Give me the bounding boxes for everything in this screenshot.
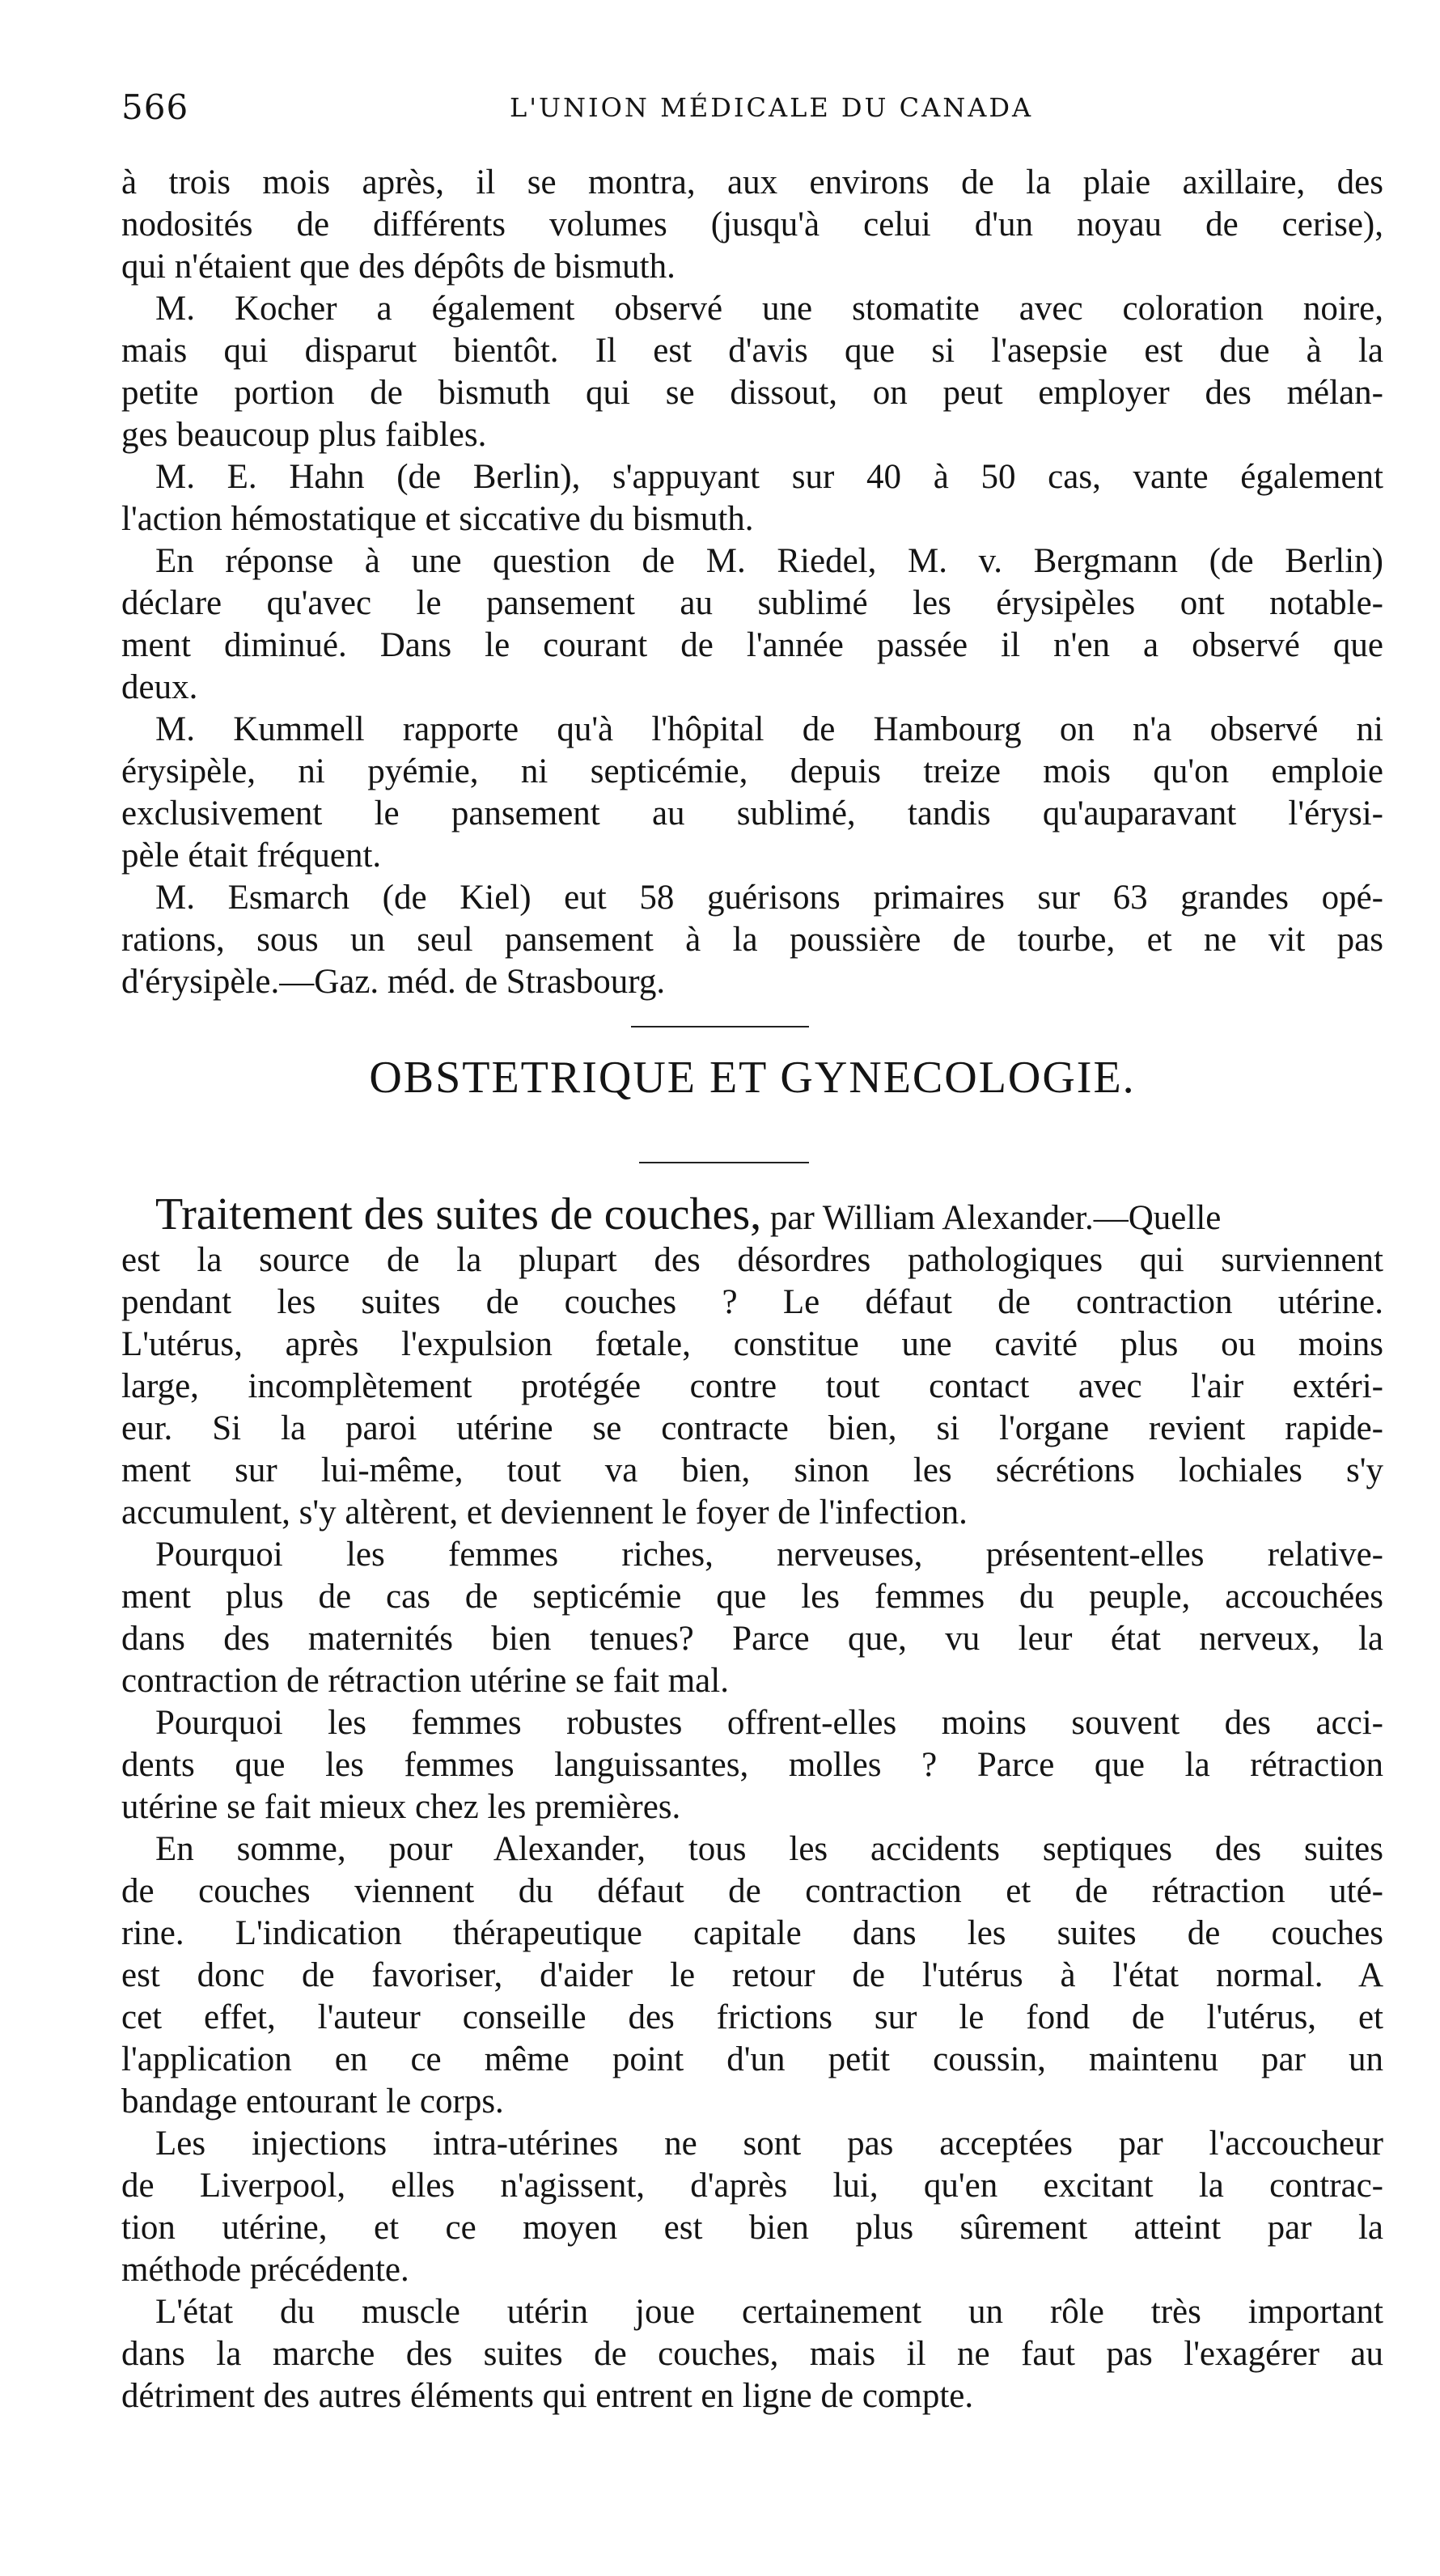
text-line: accumulent, s'y altèrent, et deviennent le foyer de l'infection. <box>121 1493 968 1532</box>
text-line: ment diminué. Dans le courant de l'année passée il n'en a observé que <box>121 626 1383 664</box>
text-line: petite portion de bismuth qui se dissout, on peut employer des mélan- <box>121 374 1383 412</box>
text-line: ment sur lui-même, tout va bien, sinon les sécrétions lochiales s'y <box>121 1451 1383 1489</box>
body-text-block-1 <box>121 162 1383 1003</box>
text-line: M. Kummell rapporte qu'à l'hôpital de Hambourg on n'a observé ni <box>155 710 1383 748</box>
journal-title: L'UNION MÉDICALE DU CANADA <box>510 92 1034 123</box>
text-line: est donc de favoriser, d'aider le retour de l'utérus à l'état normal. A <box>121 1956 1383 1994</box>
text-line: M. Esmarch (de Kiel) eut 58 guérisons primaires sur 63 grandes opé- <box>155 879 1383 917</box>
text-line: pendant les suites de couches ? Le défaut de contraction utérine. <box>121 1283 1383 1321</box>
text-line: à trois mois après, il se montra, aux environs de la plaie axillaire, des <box>121 163 1383 201</box>
text-line: est la source de la plupart des désordres pathologiques qui surviennent <box>121 1241 1383 1279</box>
text-line: exclusivement le pansement au sublimé, tandis qu'auparavant l'érysi- <box>121 794 1383 833</box>
text-line: dans la marche des suites de couches, mais il ne faut pas l'exagérer au <box>121 2335 1383 2373</box>
text-line: M. Kocher a également observé une stomatite avec coloration noire, <box>155 290 1383 328</box>
text-line: L'état du muscle utérin joue certainement un rôle très important <box>155 2293 1383 2331</box>
text-line: rations, sous un seul pansement à la poussière de tourbe, et ne vit pas <box>121 921 1383 959</box>
text-line: l'action hémostatique et siccative du bismuth. <box>121 500 754 538</box>
article-body <box>121 1189 1383 2417</box>
text-line: l'application en ce même point d'un petit coussin, maintenu par un <box>121 2040 1383 2078</box>
text-line: En somme, pour Alexander, tous les accidents septiques des suites <box>155 1830 1383 1868</box>
text-line: dents que les femmes languissantes, molles ? Parce que la rétraction <box>121 1746 1383 1784</box>
text-line: utérine se fait mieux chez les premières. <box>121 1788 681 1826</box>
text-line: rine. L'indication thérapeutique capitale dans les suites de couches <box>121 1914 1383 1952</box>
text-line: large, incomplètement protégée contre tout contact avec l'air extéri- <box>121 1367 1383 1405</box>
article-title: Traitement des suites de couches, <box>155 1189 762 1239</box>
text-line: Pourquoi les femmes riches, nerveuses, présentent-elles relative- <box>155 1536 1383 1574</box>
text-line: de Liverpool, elles n'agissent, d'après lui, qu'en excitant la contrac- <box>121 2167 1383 2205</box>
text-line: ges beaucoup plus faibles. <box>121 416 487 454</box>
text-line: bandage entourant le corps. <box>121 2082 504 2121</box>
section-divider-top <box>631 1026 809 1027</box>
text-line: de couches viennent du défaut de contraction et de rétraction uté- <box>121 1872 1383 1910</box>
text-line: deux. <box>121 668 198 706</box>
text-line: qui n'étaient que des dépôts de bismuth. <box>121 248 676 286</box>
text-line: Pourquoi les femmes robustes offrent-elles moins souvent des acci- <box>155 1704 1383 1742</box>
running-header <box>121 87 1311 136</box>
text-line: pèle était fréquent. <box>121 837 382 875</box>
text-line: En réponse à une question de M. Riedel, M. v. Bergmann (de Berlin) <box>155 542 1383 580</box>
text-line: M. E. Hahn (de Berlin), s'appuyant sur 40 à 50 cas, vante également <box>155 458 1383 496</box>
text-line: déclare qu'avec le pansement au sublimé les érysipèles ont notable- <box>121 584 1383 622</box>
article-byline: par William Alexander.—Quelle <box>761 1199 1222 1237</box>
page-number: 566 <box>121 87 189 127</box>
text-line: dans des maternités bien tenues? Parce que, vu leur état nerveux, la <box>121 1620 1383 1658</box>
text-line: érysipèle, ni pyémie, ni septicémie, depuis treize mois qu'on emploie <box>121 752 1383 790</box>
text-line: contraction de rétraction utérine se fait mal. <box>121 1662 729 1700</box>
text-line: eur. Si la paroi utérine se contracte bien, si l'organe revient rapide- <box>121 1409 1383 1447</box>
text-line: cet effet, l'auteur conseille des frictions sur le fond de l'utérus, et <box>121 1998 1383 2036</box>
section-title: OBSTETRIQUE ET GYNECOLOGIE. <box>369 1053 1136 1103</box>
text-line: tion utérine, et ce moyen est bien plus sûrement atteint par la <box>121 2209 1383 2247</box>
text-line: L'utérus, après l'expulsion fœtale, constitue une cavité plus ou moins <box>121 1325 1383 1363</box>
text-line: Les injections intra-utérines ne sont pas acceptées par l'accoucheur <box>155 2125 1383 2163</box>
section-divider-bottom <box>639 1162 809 1163</box>
text-line: mais qui disparut bientôt. Il est d'avis que si l'asepsie est due à la <box>121 332 1383 370</box>
text-line: nodosités de différents volumes (jusqu'à celui d'un noyau de cerise), <box>121 205 1383 244</box>
article-first-line <box>121 1189 1383 1239</box>
text-line: méthode précédente. <box>121 2251 409 2289</box>
text-line: d'érysipèle.—Gaz. méd. de Strasbourg. <box>121 963 666 1001</box>
text-line: ment plus de cas de septicémie que les femmes du peuple, accouchées <box>121 1578 1383 1616</box>
text-line: détriment des autres éléments qui entrent en ligne de compte. <box>121 2377 974 2415</box>
